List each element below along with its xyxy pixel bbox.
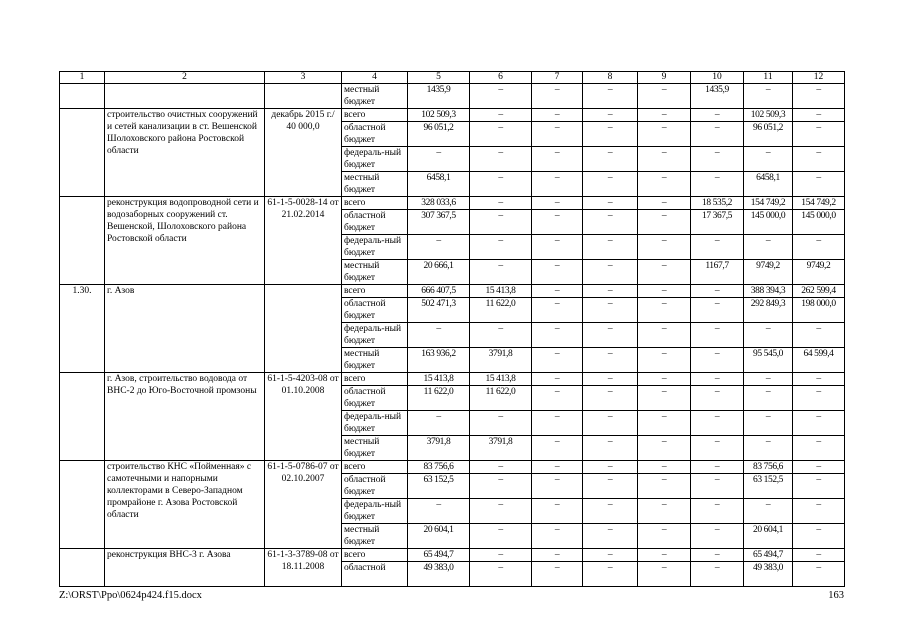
amount-cell: – (470, 411, 532, 436)
amount-cell: – (532, 348, 583, 373)
amount-cell: – (691, 147, 744, 172)
project-doc-reference: 61-1-5-0786-07 от 02.10.2007 (265, 461, 342, 549)
amount-cell: 163 936,2 (408, 348, 470, 373)
funding-source: областной бюджет (342, 210, 408, 235)
amount-cell: – (638, 386, 691, 411)
amount-cell: – (583, 386, 638, 411)
table-row (60, 549, 845, 562)
project-doc-reference (265, 84, 342, 109)
amount-cell: – (691, 562, 744, 587)
amount-cell: 154 749,2 (744, 197, 793, 210)
amount-cell: – (793, 84, 845, 109)
amount-cell: – (532, 147, 583, 172)
amount-cell: – (691, 499, 744, 524)
item-number (60, 197, 105, 285)
amount-cell: – (583, 197, 638, 210)
amount-cell: – (532, 260, 583, 285)
footer-file-path: Z:\ORST\Ppo\0624p424.f15.docx (59, 590, 202, 601)
funding-source: областной бюджет (342, 474, 408, 499)
amount-cell: – (691, 411, 744, 436)
amount-cell: – (532, 122, 583, 147)
amount-cell: – (793, 549, 845, 562)
amount-cell: 49 383,0 (744, 562, 793, 587)
amount-cell: – (638, 524, 691, 549)
amount-cell: 145 000,0 (793, 210, 845, 235)
object-name (105, 84, 265, 109)
amount-cell: – (638, 461, 691, 474)
amount-cell: 17 367,5 (691, 210, 744, 235)
amount-cell: 102 509,3 (408, 109, 470, 122)
amount-cell: – (793, 524, 845, 549)
amount-cell: – (470, 235, 532, 260)
amount-cell: – (532, 386, 583, 411)
amount-cell: 6458,1 (408, 172, 470, 197)
amount-cell: – (638, 109, 691, 122)
amount-cell: 3791,8 (408, 436, 470, 461)
amount-cell: – (583, 122, 638, 147)
amount-cell: 20 604,1 (408, 524, 470, 549)
amount-cell: – (744, 84, 793, 109)
amount-cell: – (470, 499, 532, 524)
amount-cell: 3791,8 (470, 348, 532, 373)
amount-cell: – (793, 436, 845, 461)
amount-cell: – (408, 147, 470, 172)
amount-cell: 96 051,2 (408, 122, 470, 147)
amount-cell: – (638, 411, 691, 436)
table-row (60, 84, 845, 109)
amount-cell: – (408, 499, 470, 524)
amount-cell: – (583, 499, 638, 524)
amount-cell: – (583, 235, 638, 260)
amount-cell: – (744, 499, 793, 524)
project-doc-reference: 61-1-5-4203-08 от 01.10.2008 (265, 373, 342, 461)
amount-cell: – (532, 461, 583, 474)
amount-cell: 15 413,8 (470, 285, 532, 298)
amount-cell: 102 509,3 (744, 109, 793, 122)
amount-cell: – (744, 323, 793, 348)
funding-source: всего (342, 109, 408, 122)
amount-cell: 666 407,5 (408, 285, 470, 298)
amount-cell: – (691, 235, 744, 260)
amount-cell: – (470, 524, 532, 549)
project-doc-reference: декабрь 2015 г./ 40 000,0 (265, 109, 342, 197)
amount-cell: – (638, 348, 691, 373)
object-name: строительство КНС «Пойменная» с самотечными и напорными коллекторами в Северо-Западном промрайоне г. Азова Ростовской области (105, 461, 265, 549)
amount-cell: – (691, 298, 744, 323)
amount-cell: – (470, 210, 532, 235)
amount-cell: – (638, 549, 691, 562)
item-number (60, 109, 105, 197)
amount-cell: – (691, 436, 744, 461)
column-number: 9 (638, 72, 691, 84)
amount-cell: – (470, 172, 532, 197)
amount-cell: – (532, 285, 583, 298)
amount-cell: – (638, 172, 691, 197)
amount-cell: – (691, 285, 744, 298)
amount-cell: – (691, 386, 744, 411)
amount-cell: – (583, 260, 638, 285)
amount-cell: 154 749,2 (793, 197, 845, 210)
amount-cell: – (583, 298, 638, 323)
column-number: 3 (265, 72, 342, 84)
column-number: 10 (691, 72, 744, 84)
amount-cell: – (583, 348, 638, 373)
amount-cell: 20 666,1 (408, 260, 470, 285)
column-number: 1 (60, 72, 105, 84)
amount-cell: – (532, 373, 583, 386)
amount-cell: 65 494,7 (744, 549, 793, 562)
amount-cell: – (583, 562, 638, 587)
amount-cell: 145 000,0 (744, 210, 793, 235)
amount-cell: – (638, 285, 691, 298)
amount-cell: – (793, 386, 845, 411)
amount-cell: – (691, 461, 744, 474)
amount-cell: – (583, 84, 638, 109)
amount-cell: – (470, 461, 532, 474)
funding-source: областной бюджет (342, 386, 408, 411)
amount-cell: – (793, 147, 845, 172)
amount-cell: – (638, 197, 691, 210)
amount-cell: 1167,7 (691, 260, 744, 285)
amount-cell: – (638, 147, 691, 172)
project-doc-reference (265, 285, 342, 373)
amount-cell: – (532, 562, 583, 587)
table-row (60, 109, 845, 122)
amount-cell: – (583, 474, 638, 499)
amount-cell: 63 152,5 (744, 474, 793, 499)
amount-cell: 9749,2 (744, 260, 793, 285)
amount-cell: – (793, 323, 845, 348)
project-doc-reference: 61-1-3-3789-08 от 18.11.2008 (265, 549, 342, 587)
amount-cell: 502 471,3 (408, 298, 470, 323)
column-number: 6 (470, 72, 532, 84)
object-name: реконструкция водопроводной сети и водозаборных сооружений ст. Вешенской, Шолоховского района Ростовской области (105, 197, 265, 285)
amount-cell: 18 535,2 (691, 197, 744, 210)
amount-cell: 20 604,1 (744, 524, 793, 549)
amount-cell: 83 756,6 (744, 461, 793, 474)
table-row (60, 373, 845, 386)
amount-cell: – (470, 84, 532, 109)
item-number (60, 84, 105, 109)
amount-cell: – (532, 436, 583, 461)
column-number: 11 (744, 72, 793, 84)
page-number: 163 (828, 590, 844, 601)
amount-cell: – (638, 373, 691, 386)
item-number: 1.30. (60, 285, 105, 373)
amount-cell: – (793, 109, 845, 122)
amount-cell: – (532, 474, 583, 499)
amount-cell: – (638, 323, 691, 348)
amount-cell: – (470, 122, 532, 147)
funding-source: областной бюджет (342, 298, 408, 323)
amount-cell: – (691, 109, 744, 122)
amount-cell: 198 000,0 (793, 298, 845, 323)
amount-cell: – (691, 524, 744, 549)
funding-source: местный бюджет (342, 436, 408, 461)
amount-cell: – (744, 436, 793, 461)
funding-source: всего (342, 549, 408, 562)
amount-cell: – (583, 549, 638, 562)
amount-cell: – (744, 386, 793, 411)
table-row (60, 285, 845, 298)
amount-cell: 328 033,6 (408, 197, 470, 210)
amount-cell: – (583, 373, 638, 386)
funding-source: федераль-ный бюджет (342, 323, 408, 348)
column-number: 7 (532, 72, 583, 84)
amount-cell: – (583, 524, 638, 549)
funding-source: федераль-ный бюджет (342, 411, 408, 436)
amount-cell: 307 367,5 (408, 210, 470, 235)
funding-source: местный бюджет (342, 260, 408, 285)
amount-cell: 1435,9 (408, 84, 470, 109)
object-name: г. Азов, строительство водовода от ВНС-2 до Юго-Восточной промзоны (105, 373, 265, 461)
amount-cell: – (532, 197, 583, 210)
amount-cell: – (793, 411, 845, 436)
funding-source: местный бюджет (342, 348, 408, 373)
amount-cell: 262 599,4 (793, 285, 845, 298)
amount-cell: 63 152,5 (408, 474, 470, 499)
amount-cell: – (532, 499, 583, 524)
column-number: 8 (583, 72, 638, 84)
amount-cell: – (583, 210, 638, 235)
amount-cell: – (691, 549, 744, 562)
amount-cell: – (744, 411, 793, 436)
amount-cell: – (583, 172, 638, 197)
budget-table (59, 71, 845, 587)
amount-cell: 15 413,8 (470, 373, 532, 386)
amount-cell: – (470, 562, 532, 587)
amount-cell: – (583, 436, 638, 461)
amount-cell: – (638, 474, 691, 499)
amount-cell: – (638, 235, 691, 260)
amount-cell: – (793, 499, 845, 524)
column-number: 4 (342, 72, 408, 84)
object-name: реконструкция ВНС-3 г. Азова (105, 549, 265, 587)
amount-cell: – (793, 122, 845, 147)
amount-cell: – (470, 147, 532, 172)
amount-cell: – (638, 499, 691, 524)
amount-cell: 65 494,7 (408, 549, 470, 562)
amount-cell: – (793, 235, 845, 260)
amount-cell: – (638, 298, 691, 323)
amount-cell: – (532, 235, 583, 260)
amount-cell: – (532, 109, 583, 122)
amount-cell: 3791,8 (470, 436, 532, 461)
table-row (60, 197, 845, 210)
amount-cell: – (793, 461, 845, 474)
column-number-row (60, 72, 845, 84)
amount-cell: 83 756,6 (408, 461, 470, 474)
amount-cell: 15 413,8 (408, 373, 470, 386)
amount-cell: – (793, 562, 845, 587)
amount-cell: – (532, 298, 583, 323)
amount-cell: – (408, 323, 470, 348)
amount-cell: 96 051,2 (744, 122, 793, 147)
amount-cell: – (532, 84, 583, 109)
funding-source: местный бюджет (342, 84, 408, 109)
column-number: 2 (105, 72, 265, 84)
funding-source: местный бюджет (342, 172, 408, 197)
amount-cell: – (583, 147, 638, 172)
item-number (60, 373, 105, 461)
amount-cell: – (638, 122, 691, 147)
amount-cell: – (583, 461, 638, 474)
amount-cell: – (583, 109, 638, 122)
funding-source: всего (342, 197, 408, 210)
amount-cell: – (532, 524, 583, 549)
amount-cell: – (744, 373, 793, 386)
object-name: г. Азов (105, 285, 265, 373)
item-number (60, 549, 105, 587)
funding-source: областной бюджет (342, 122, 408, 147)
item-number (60, 461, 105, 549)
amount-cell: – (532, 411, 583, 436)
amount-cell: – (532, 210, 583, 235)
amount-cell: 1435,9 (691, 84, 744, 109)
funding-source: федераль-ный бюджет (342, 499, 408, 524)
funding-source: всего (342, 285, 408, 298)
amount-cell: – (691, 348, 744, 373)
amount-cell: – (691, 122, 744, 147)
project-doc-reference: 61-1-5-0028-14 от 21.02.2014 (265, 197, 342, 285)
amount-cell: – (583, 323, 638, 348)
funding-source: федераль-ный бюджет (342, 147, 408, 172)
amount-cell: – (793, 474, 845, 499)
amount-cell: – (691, 474, 744, 499)
amount-cell: – (638, 210, 691, 235)
table-row (60, 461, 845, 474)
amount-cell: – (793, 172, 845, 197)
amount-cell: 388 394,3 (744, 285, 793, 298)
funding-source: местный бюджет (342, 524, 408, 549)
amount-cell: – (583, 285, 638, 298)
amount-cell: – (470, 197, 532, 210)
amount-cell: – (532, 549, 583, 562)
amount-cell: – (638, 260, 691, 285)
amount-cell: – (638, 84, 691, 109)
amount-cell: 9749,2 (793, 260, 845, 285)
funding-source: всего (342, 373, 408, 386)
amount-cell: – (470, 260, 532, 285)
amount-cell: 64 599,4 (793, 348, 845, 373)
amount-cell: – (691, 323, 744, 348)
amount-cell: – (532, 323, 583, 348)
amount-cell: 49 383,0 (408, 562, 470, 587)
funding-source: областной (342, 562, 408, 587)
amount-cell: – (408, 411, 470, 436)
funding-source: всего (342, 461, 408, 474)
amount-cell: 292 849,3 (744, 298, 793, 323)
amount-cell: 11 622,0 (470, 386, 532, 411)
object-name: строительство очистных сооружений и сетей канализации в ст. Вешенской Шолоховского района Ростовской области (105, 109, 265, 197)
amount-cell: – (638, 436, 691, 461)
amount-cell: – (793, 373, 845, 386)
amount-cell: – (744, 235, 793, 260)
amount-cell: 6458,1 (744, 172, 793, 197)
amount-cell: – (470, 323, 532, 348)
column-number: 12 (793, 72, 845, 84)
amount-cell: – (470, 109, 532, 122)
amount-cell: 95 545,0 (744, 348, 793, 373)
amount-cell: – (470, 549, 532, 562)
column-number: 5 (408, 72, 470, 84)
funding-source: федераль-ный бюджет (342, 235, 408, 260)
amount-cell: – (744, 147, 793, 172)
amount-cell: – (638, 562, 691, 587)
amount-cell: – (583, 411, 638, 436)
amount-cell: – (470, 474, 532, 499)
amount-cell: 11 622,0 (470, 298, 532, 323)
amount-cell: – (691, 172, 744, 197)
amount-cell: – (532, 172, 583, 197)
amount-cell: – (408, 235, 470, 260)
amount-cell: – (691, 373, 744, 386)
amount-cell: 11 622,0 (408, 386, 470, 411)
